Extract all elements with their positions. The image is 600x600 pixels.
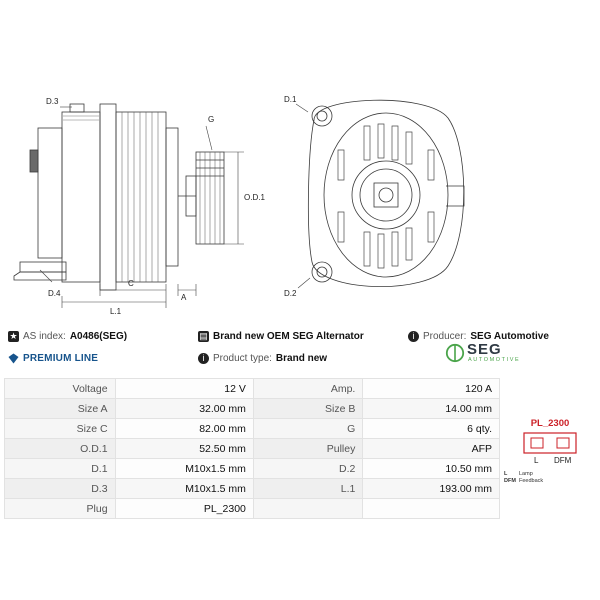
spec-key: D.1 [5, 459, 116, 479]
svg-text:A: A [181, 293, 187, 302]
spec-value: AFP [363, 439, 500, 459]
brand-text: Brand new OEM SEG Alternator [213, 330, 364, 342]
svg-text:D.1: D.1 [284, 95, 297, 104]
spec-key: Amp. [253, 379, 362, 399]
seg-logo-text: SEG [467, 341, 502, 358]
spec-value: M10x1.5 mm [115, 479, 253, 499]
table-row [5, 419, 500, 439]
seg-logo-sub: AUTOMOTIVE [468, 357, 521, 363]
producer-label: Producer: [423, 330, 467, 342]
spec-value [363, 499, 500, 519]
spec-value: PL_2300 [115, 499, 253, 519]
svg-text:L: L [534, 456, 539, 465]
svg-text:DFM: DFM [554, 456, 572, 465]
legend-desc: Lamp [519, 471, 533, 477]
legend-key: DFM [504, 478, 516, 484]
spec-value: 52.50 mm [115, 439, 253, 459]
diamond-icon [8, 353, 19, 364]
legend-item [504, 471, 596, 478]
table-row [5, 459, 500, 479]
spec-key [253, 499, 362, 519]
legend-item [504, 478, 596, 485]
as-index-label: AS index: [23, 330, 66, 342]
spec-value: 6 qty. [363, 419, 500, 439]
spec-key: Voltage [5, 379, 116, 399]
spec-value: M10x1.5 mm [115, 459, 253, 479]
table-row [5, 399, 500, 419]
svg-text:D.3: D.3 [46, 97, 59, 106]
spec-key: D.2 [253, 459, 362, 479]
spec-key: Size C [5, 419, 116, 439]
svg-text:C: C [128, 279, 134, 288]
plug-shape-icon [504, 431, 596, 465]
as-index-value: A0486(SEG) [69, 330, 128, 342]
spec-key: G [253, 419, 362, 439]
product-photo-column [500, 0, 600, 318]
as-index-cell [8, 331, 198, 342]
legend-desc: Feedback [519, 478, 544, 484]
plug-title: PL_2300 [530, 418, 570, 429]
svg-text:L.1: L.1 [110, 307, 122, 316]
spec-value: 12 V [115, 379, 253, 399]
product-type-label: Product type: [213, 352, 272, 364]
spec-key: O.D.1 [5, 439, 116, 459]
info-icon: i [408, 331, 419, 342]
svg-text:O.D.1: O.D.1 [244, 193, 265, 202]
producer-value: SEG Automotive [470, 330, 549, 342]
brand-cell [198, 331, 408, 342]
legend-key: L [504, 471, 508, 477]
table-row [5, 379, 500, 399]
table-row [5, 499, 500, 519]
plug-legend [504, 471, 596, 485]
spec-key: Size A [5, 399, 116, 419]
premium-line-label: PREMIUM LINE [23, 352, 99, 364]
plug-diagram [504, 418, 596, 485]
spec-key: D.3 [5, 479, 116, 499]
specifications-table [4, 378, 500, 519]
table-row [5, 479, 500, 499]
premium-line-cell [8, 353, 198, 364]
spec-value: 82.00 mm [115, 419, 253, 439]
product-type-cell [198, 353, 408, 364]
info-icon-2: i [198, 353, 209, 364]
spec-value: 193.00 mm [363, 479, 500, 499]
spec-key: Pulley [253, 439, 362, 459]
svg-text:D.4: D.4 [48, 289, 61, 298]
seg-automotive-logo [445, 340, 537, 370]
product-type-value: Brand new [275, 352, 328, 364]
svg-text:G: G [208, 115, 215, 124]
spec-value: 10.50 mm [363, 459, 500, 479]
table-row [5, 439, 500, 459]
tag-icon: ★ [9, 330, 18, 341]
spec-value: 32.00 mm [115, 399, 253, 419]
spec-value: 14.00 mm [363, 399, 500, 419]
spec-value: 120 A [363, 379, 500, 399]
svg-text:D.2: D.2 [284, 289, 297, 298]
spec-key: L.1 [253, 479, 362, 499]
alternator-front-view [278, 0, 500, 318]
spec-key: Size B [253, 399, 362, 419]
alternator-side-view [0, 0, 278, 318]
spec-key: Plug [5, 499, 116, 519]
grid-icon: ▤ [199, 330, 208, 341]
